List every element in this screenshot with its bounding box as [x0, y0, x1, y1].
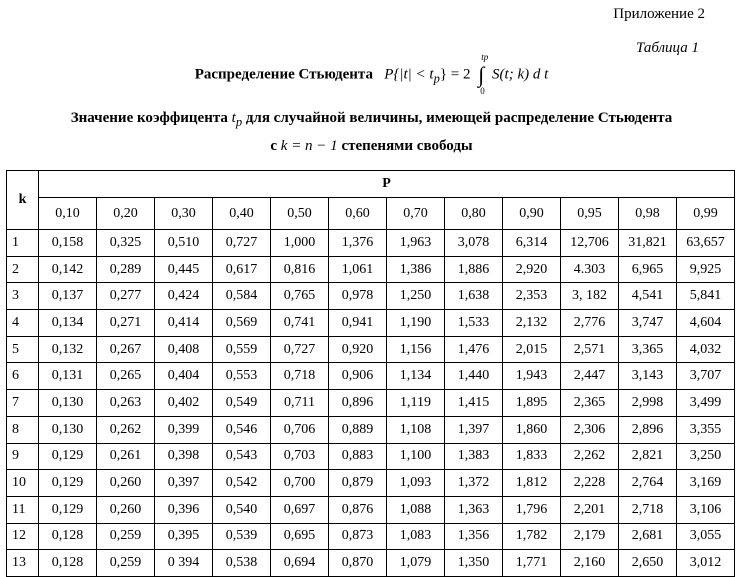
table-cell: 0 394 — [155, 550, 213, 577]
table-cell: 0,539 — [213, 523, 271, 550]
table-cell: 0,277 — [97, 283, 155, 310]
table-cell: 0,697 — [271, 496, 329, 523]
table-number: Таблица 1 — [636, 40, 699, 56]
table-cell: 0,132 — [39, 336, 97, 363]
table-cell: 0,700 — [271, 470, 329, 497]
k-value: 7 — [7, 390, 39, 417]
table-cell: 1,363 — [445, 496, 503, 523]
table-cell: 3,012 — [677, 550, 735, 577]
table-cell: 0,727 — [271, 336, 329, 363]
formula-lhs: P{|t| < t — [384, 66, 434, 83]
table-cell: 1,079 — [387, 550, 445, 577]
p-header: P — [39, 171, 735, 198]
table-cell: 0,261 — [97, 443, 155, 470]
table-cell: 0,876 — [329, 496, 387, 523]
table-row — [7, 310, 735, 337]
table-cell: 0,718 — [271, 363, 329, 390]
p-value-header: 0,10 — [39, 198, 97, 230]
table-cell: 1,061 — [329, 256, 387, 283]
k-value: 9 — [7, 443, 39, 470]
table-cell: 3,355 — [677, 416, 735, 443]
table-cell: 6,965 — [619, 256, 677, 283]
table-cell: 2,353 — [503, 283, 561, 310]
table-cell: 2,132 — [503, 310, 561, 337]
table-cell: 2,821 — [619, 443, 677, 470]
title-text: Распределение Стьюдента — [194, 66, 373, 83]
table-cell: 0,137 — [39, 283, 97, 310]
table-cell: 0,158 — [39, 230, 97, 257]
table-cell: 0,559 — [213, 336, 271, 363]
table-cell: 1,386 — [387, 256, 445, 283]
table-cell: 0,408 — [155, 336, 213, 363]
table-cell: 0,398 — [155, 443, 213, 470]
table-cell: 0,267 — [97, 336, 155, 363]
table-cell: 1,134 — [387, 363, 445, 390]
p-value-header: 0,50 — [271, 198, 329, 230]
table-cell: 0,540 — [213, 496, 271, 523]
table-cell: 2,160 — [561, 550, 619, 577]
table-cell: 2,764 — [619, 470, 677, 497]
table-cell: 0,263 — [97, 390, 155, 417]
table-cell: 1,440 — [445, 363, 503, 390]
table-cell: 0,404 — [155, 363, 213, 390]
table-cell: 3,747 — [619, 310, 677, 337]
table-cell: 0,260 — [97, 470, 155, 497]
table-cell: 1,895 — [503, 390, 561, 417]
table-cell: 0,414 — [155, 310, 213, 337]
table-cell: 0,128 — [39, 523, 97, 550]
table-cell: 1,833 — [503, 443, 561, 470]
table-cell: 3,106 — [677, 496, 735, 523]
table-cell: 0,816 — [271, 256, 329, 283]
subtitle-text-d: степенями свободы — [337, 138, 473, 154]
table-cell: 0,978 — [329, 283, 387, 310]
table-cell: 0,879 — [329, 470, 387, 497]
table-cell: 1,383 — [445, 443, 503, 470]
p-values-row — [7, 198, 735, 230]
table-cell: 2,262 — [561, 443, 619, 470]
table-row — [7, 230, 735, 257]
table-cell: 2,365 — [561, 390, 619, 417]
table-cell: 3, 182 — [561, 283, 619, 310]
table-cell: 0,134 — [39, 310, 97, 337]
table-cell: 0,538 — [213, 550, 271, 577]
table-cell: 6,314 — [503, 230, 561, 257]
table-cell: 0,873 — [329, 523, 387, 550]
table-cell: 0,741 — [271, 310, 329, 337]
table-cell: 0,129 — [39, 496, 97, 523]
table-cell: 4,032 — [677, 336, 735, 363]
table-cell: 0,265 — [97, 363, 155, 390]
table-cell: 1,119 — [387, 390, 445, 417]
table-row — [7, 363, 735, 390]
table-cell: 0,289 — [97, 256, 155, 283]
formula-rhs: } = 2 — [439, 66, 471, 83]
table-cell: 0,130 — [39, 416, 97, 443]
table-cell: 3,250 — [677, 443, 735, 470]
table-cell: 12,706 — [561, 230, 619, 257]
k-value: 6 — [7, 363, 39, 390]
table-row — [7, 496, 735, 523]
appendix-label: Приложение 2 — [613, 6, 705, 22]
subtitle-text-c: с — [270, 138, 281, 154]
k-value: 13 — [7, 550, 39, 577]
table-cell: 1,000 — [271, 230, 329, 257]
table-cell: 0,424 — [155, 283, 213, 310]
table-cell: 1,108 — [387, 416, 445, 443]
table-cell: 1,771 — [503, 550, 561, 577]
table-row — [7, 416, 735, 443]
table-cell: 1,190 — [387, 310, 445, 337]
table-row — [7, 550, 735, 577]
table-cell: 2,306 — [561, 416, 619, 443]
table-cell: 1,088 — [387, 496, 445, 523]
table-cell: 0,727 — [213, 230, 271, 257]
table-cell: 1,533 — [445, 310, 503, 337]
subtitle-line-1 — [0, 106, 743, 134]
table-row — [7, 390, 735, 417]
table-cell: 9,925 — [677, 256, 735, 283]
table-cell: 0,445 — [155, 256, 213, 283]
table-cell: 3,499 — [677, 390, 735, 417]
table-cell: 0,896 — [329, 390, 387, 417]
p-value-header: 0,60 — [329, 198, 387, 230]
table-cell: 0,883 — [329, 443, 387, 470]
k-value: 8 — [7, 416, 39, 443]
table-cell: 2,571 — [561, 336, 619, 363]
table-cell: 2,015 — [503, 336, 561, 363]
table-cell: 3,078 — [445, 230, 503, 257]
table-cell: 5,841 — [677, 283, 735, 310]
table-cell: 4,541 — [619, 283, 677, 310]
table-cell: 3,169 — [677, 470, 735, 497]
k-value: 4 — [7, 310, 39, 337]
table-cell: 2,201 — [561, 496, 619, 523]
table-cell: 2,998 — [619, 390, 677, 417]
formula-integrand: S(t; k) d t — [492, 66, 549, 83]
table-cell: 31,821 — [619, 230, 677, 257]
table-cell: 0,395 — [155, 523, 213, 550]
table-cell: 0,542 — [213, 470, 271, 497]
table-row — [7, 523, 735, 550]
table-cell: 63,657 — [677, 230, 735, 257]
table-cell: 0,569 — [213, 310, 271, 337]
subtitle-sub: p — [235, 115, 243, 129]
table-subtitle — [0, 106, 743, 158]
table-cell: 1,083 — [387, 523, 445, 550]
integral-upper: tp — [481, 52, 489, 62]
table-cell: 0,920 — [329, 336, 387, 363]
table-cell: 1,156 — [387, 336, 445, 363]
k-value: 12 — [7, 523, 39, 550]
integral-lower: 0 — [480, 86, 485, 96]
table-cell: 1,860 — [503, 416, 561, 443]
table-cell: 1,796 — [503, 496, 561, 523]
table-cell: 3,055 — [677, 523, 735, 550]
table-cell: 0,870 — [329, 550, 387, 577]
p-value-header: 0,30 — [155, 198, 213, 230]
table-cell: 0,617 — [213, 256, 271, 283]
table-cell: 0,711 — [271, 390, 329, 417]
table-cell: 2,718 — [619, 496, 677, 523]
table-cell: 0,703 — [271, 443, 329, 470]
p-value-header: 0,80 — [445, 198, 503, 230]
table-cell: 0,695 — [271, 523, 329, 550]
table-title — [0, 52, 743, 106]
table-row — [7, 470, 735, 497]
p-value-header: 0,70 — [387, 198, 445, 230]
table-cell: 1,372 — [445, 470, 503, 497]
table-cell: 2,681 — [619, 523, 677, 550]
table-cell: 1,250 — [387, 283, 445, 310]
p-value-header: 0,95 — [561, 198, 619, 230]
table-cell: 1,638 — [445, 283, 503, 310]
table-cell: 2,228 — [561, 470, 619, 497]
table-cell: 0,941 — [329, 310, 387, 337]
table-cell: 0,584 — [213, 283, 271, 310]
table-cell: 2,179 — [561, 523, 619, 550]
table-cell: 1,886 — [445, 256, 503, 283]
table-cell: 0,260 — [97, 496, 155, 523]
table-cell: 0,129 — [39, 443, 97, 470]
table-cell: 0,694 — [271, 550, 329, 577]
table-cell: 0,543 — [213, 443, 271, 470]
table-cell: 1,397 — [445, 416, 503, 443]
table-cell: 1,350 — [445, 550, 503, 577]
table-cell: 0,396 — [155, 496, 213, 523]
table-cell: 0,402 — [155, 390, 213, 417]
table-cell: 0,271 — [97, 310, 155, 337]
table-row — [7, 283, 735, 310]
p-value-header: 0,20 — [97, 198, 155, 230]
table-cell: 1,093 — [387, 470, 445, 497]
table-cell: 1,356 — [445, 523, 503, 550]
student-table — [6, 170, 735, 577]
table-cell: 3,365 — [619, 336, 677, 363]
k-value: 1 — [7, 230, 39, 257]
k-value: 10 — [7, 470, 39, 497]
table-cell: 2,776 — [561, 310, 619, 337]
table-cell: 0,129 — [39, 470, 97, 497]
table-cell: 3,143 — [619, 363, 677, 390]
table-cell: 0,706 — [271, 416, 329, 443]
table-cell: 0,765 — [271, 283, 329, 310]
table-cell: 0,130 — [39, 390, 97, 417]
table-cell: 0,553 — [213, 363, 271, 390]
p-value-header: 0,98 — [619, 198, 677, 230]
p-value-header: 0,40 — [213, 198, 271, 230]
table-cell: 1,415 — [445, 390, 503, 417]
table-cell: 0,259 — [97, 550, 155, 577]
subtitle-var: t — [231, 110, 236, 126]
table-cell: 0,397 — [155, 470, 213, 497]
formula-sub-p: p — [433, 71, 440, 86]
table-cell: 0,128 — [39, 550, 97, 577]
subtitle-line-2 — [0, 134, 743, 158]
table-cell: 0,549 — [213, 390, 271, 417]
table-cell: 0,906 — [329, 363, 387, 390]
table-cell: 0,889 — [329, 416, 387, 443]
table-cell: 3,707 — [677, 363, 735, 390]
table-cell: 2,896 — [619, 416, 677, 443]
table-cell: 2,920 — [503, 256, 561, 283]
table-body — [7, 230, 735, 577]
table-cell: 2,650 — [619, 550, 677, 577]
table-cell: 0,142 — [39, 256, 97, 283]
table-cell: 4.303 — [561, 256, 619, 283]
subtitle-formula: k = n − 1 — [280, 138, 338, 154]
table-cell: 1,476 — [445, 336, 503, 363]
k-value: 11 — [7, 496, 39, 523]
table-cell: 0,399 — [155, 416, 213, 443]
table-cell: 0,546 — [213, 416, 271, 443]
table-cell: 2,447 — [561, 363, 619, 390]
k-value: 2 — [7, 256, 39, 283]
k-header: k — [7, 171, 39, 230]
table-cell: 1,812 — [503, 470, 561, 497]
table-row — [7, 443, 735, 470]
table-cell: 0,325 — [97, 230, 155, 257]
subtitle-text-b: для случайной величины, имеющей распределение Стьюдента — [242, 110, 673, 126]
k-value: 5 — [7, 336, 39, 363]
table-cell: 1,376 — [329, 230, 387, 257]
table-cell: 1,963 — [387, 230, 445, 257]
p-value-header: 0,90 — [503, 198, 561, 230]
table-cell: 0,131 — [39, 363, 97, 390]
table-cell: 1,943 — [503, 363, 561, 390]
table-row — [7, 256, 735, 283]
p-value-header: 0,99 — [677, 198, 735, 230]
table-cell: 0,259 — [97, 523, 155, 550]
integral-sign: ∫ tp 0 — [478, 52, 489, 96]
table-row — [7, 336, 735, 363]
table-cell: 0,510 — [155, 230, 213, 257]
table-cell: 1,782 — [503, 523, 561, 550]
k-value: 3 — [7, 283, 39, 310]
subtitle-text-a: Значение коэффицента — [70, 110, 232, 126]
table-cell: 1,100 — [387, 443, 445, 470]
table-cell: 4,604 — [677, 310, 735, 337]
table-cell: 0,262 — [97, 416, 155, 443]
